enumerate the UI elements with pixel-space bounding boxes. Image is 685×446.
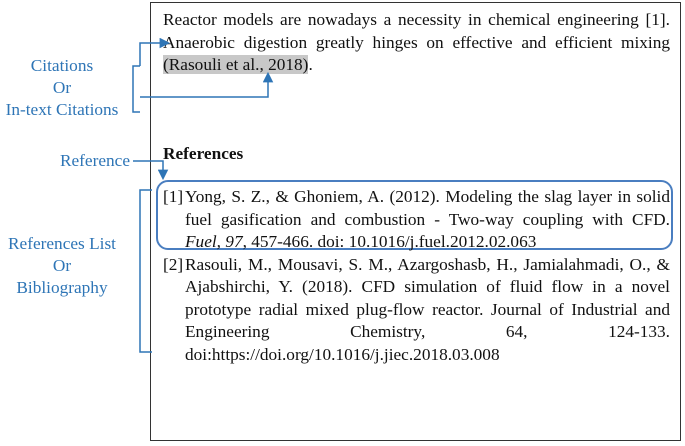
paragraph-text-2: . Anaerobic digestion greatly hinges on effective and efficient mixing <box>163 10 670 52</box>
refslist-label-line-3: Bibliography <box>16 278 108 297</box>
reference-text-b: , 457-466. doi: 10.1016/j.fuel.2012.02.063 <box>242 232 537 251</box>
reference-journal: Fuel, 97 <box>185 232 243 251</box>
arrow-to-numeric-citation <box>140 43 168 66</box>
citations-label-line-1: Citations <box>30 56 94 75</box>
paragraph-text-1: Reactor models are nowadays a necessity in chemical engineering <box>163 10 646 29</box>
citation-numeric: [1] <box>645 10 666 29</box>
reference-number: [2] <box>163 254 184 274</box>
arrow-to-author-citation <box>140 74 268 97</box>
citations-bracket <box>133 66 140 112</box>
refslist-label-line-2: Or <box>52 256 72 275</box>
reference-number: [1] <box>163 187 184 206</box>
arrow-to-references-heading <box>133 161 163 178</box>
reference-text-a: Rasouli, M., Mousavi, S. M., Azargoshasb, H., Jamialahmadi, O., & Ajabshirchi, Y. (2018). CFD simulation of fluid flow in a novel prototype radial mixed plug-flow reactor. Journal of Industrial and Engineering Chemistry, 64, 124-133. doi:https://doi.org/10.1016/j.jiec.2018.03.008 <box>185 254 670 364</box>
references-list-bracket <box>140 190 152 352</box>
citation-author-year: (Rasouli et al., 2018) <box>163 55 309 74</box>
citations-label-line-3: In-text Citations <box>5 100 119 119</box>
paragraph-text-3: . <box>308 55 313 74</box>
reference-text-a: Yong, S. Z., & Ghoniem, A. (2012). Modeling the slag layer in solid fuel gasification and combustion - Two-way coupling with CFD. <box>185 187 670 229</box>
references-heading: References <box>163 144 244 163</box>
citations-label-line-2: Or <box>52 78 72 97</box>
reference-annotation-label: Reference <box>59 151 131 170</box>
refslist-label-line-1: References List <box>8 234 116 253</box>
